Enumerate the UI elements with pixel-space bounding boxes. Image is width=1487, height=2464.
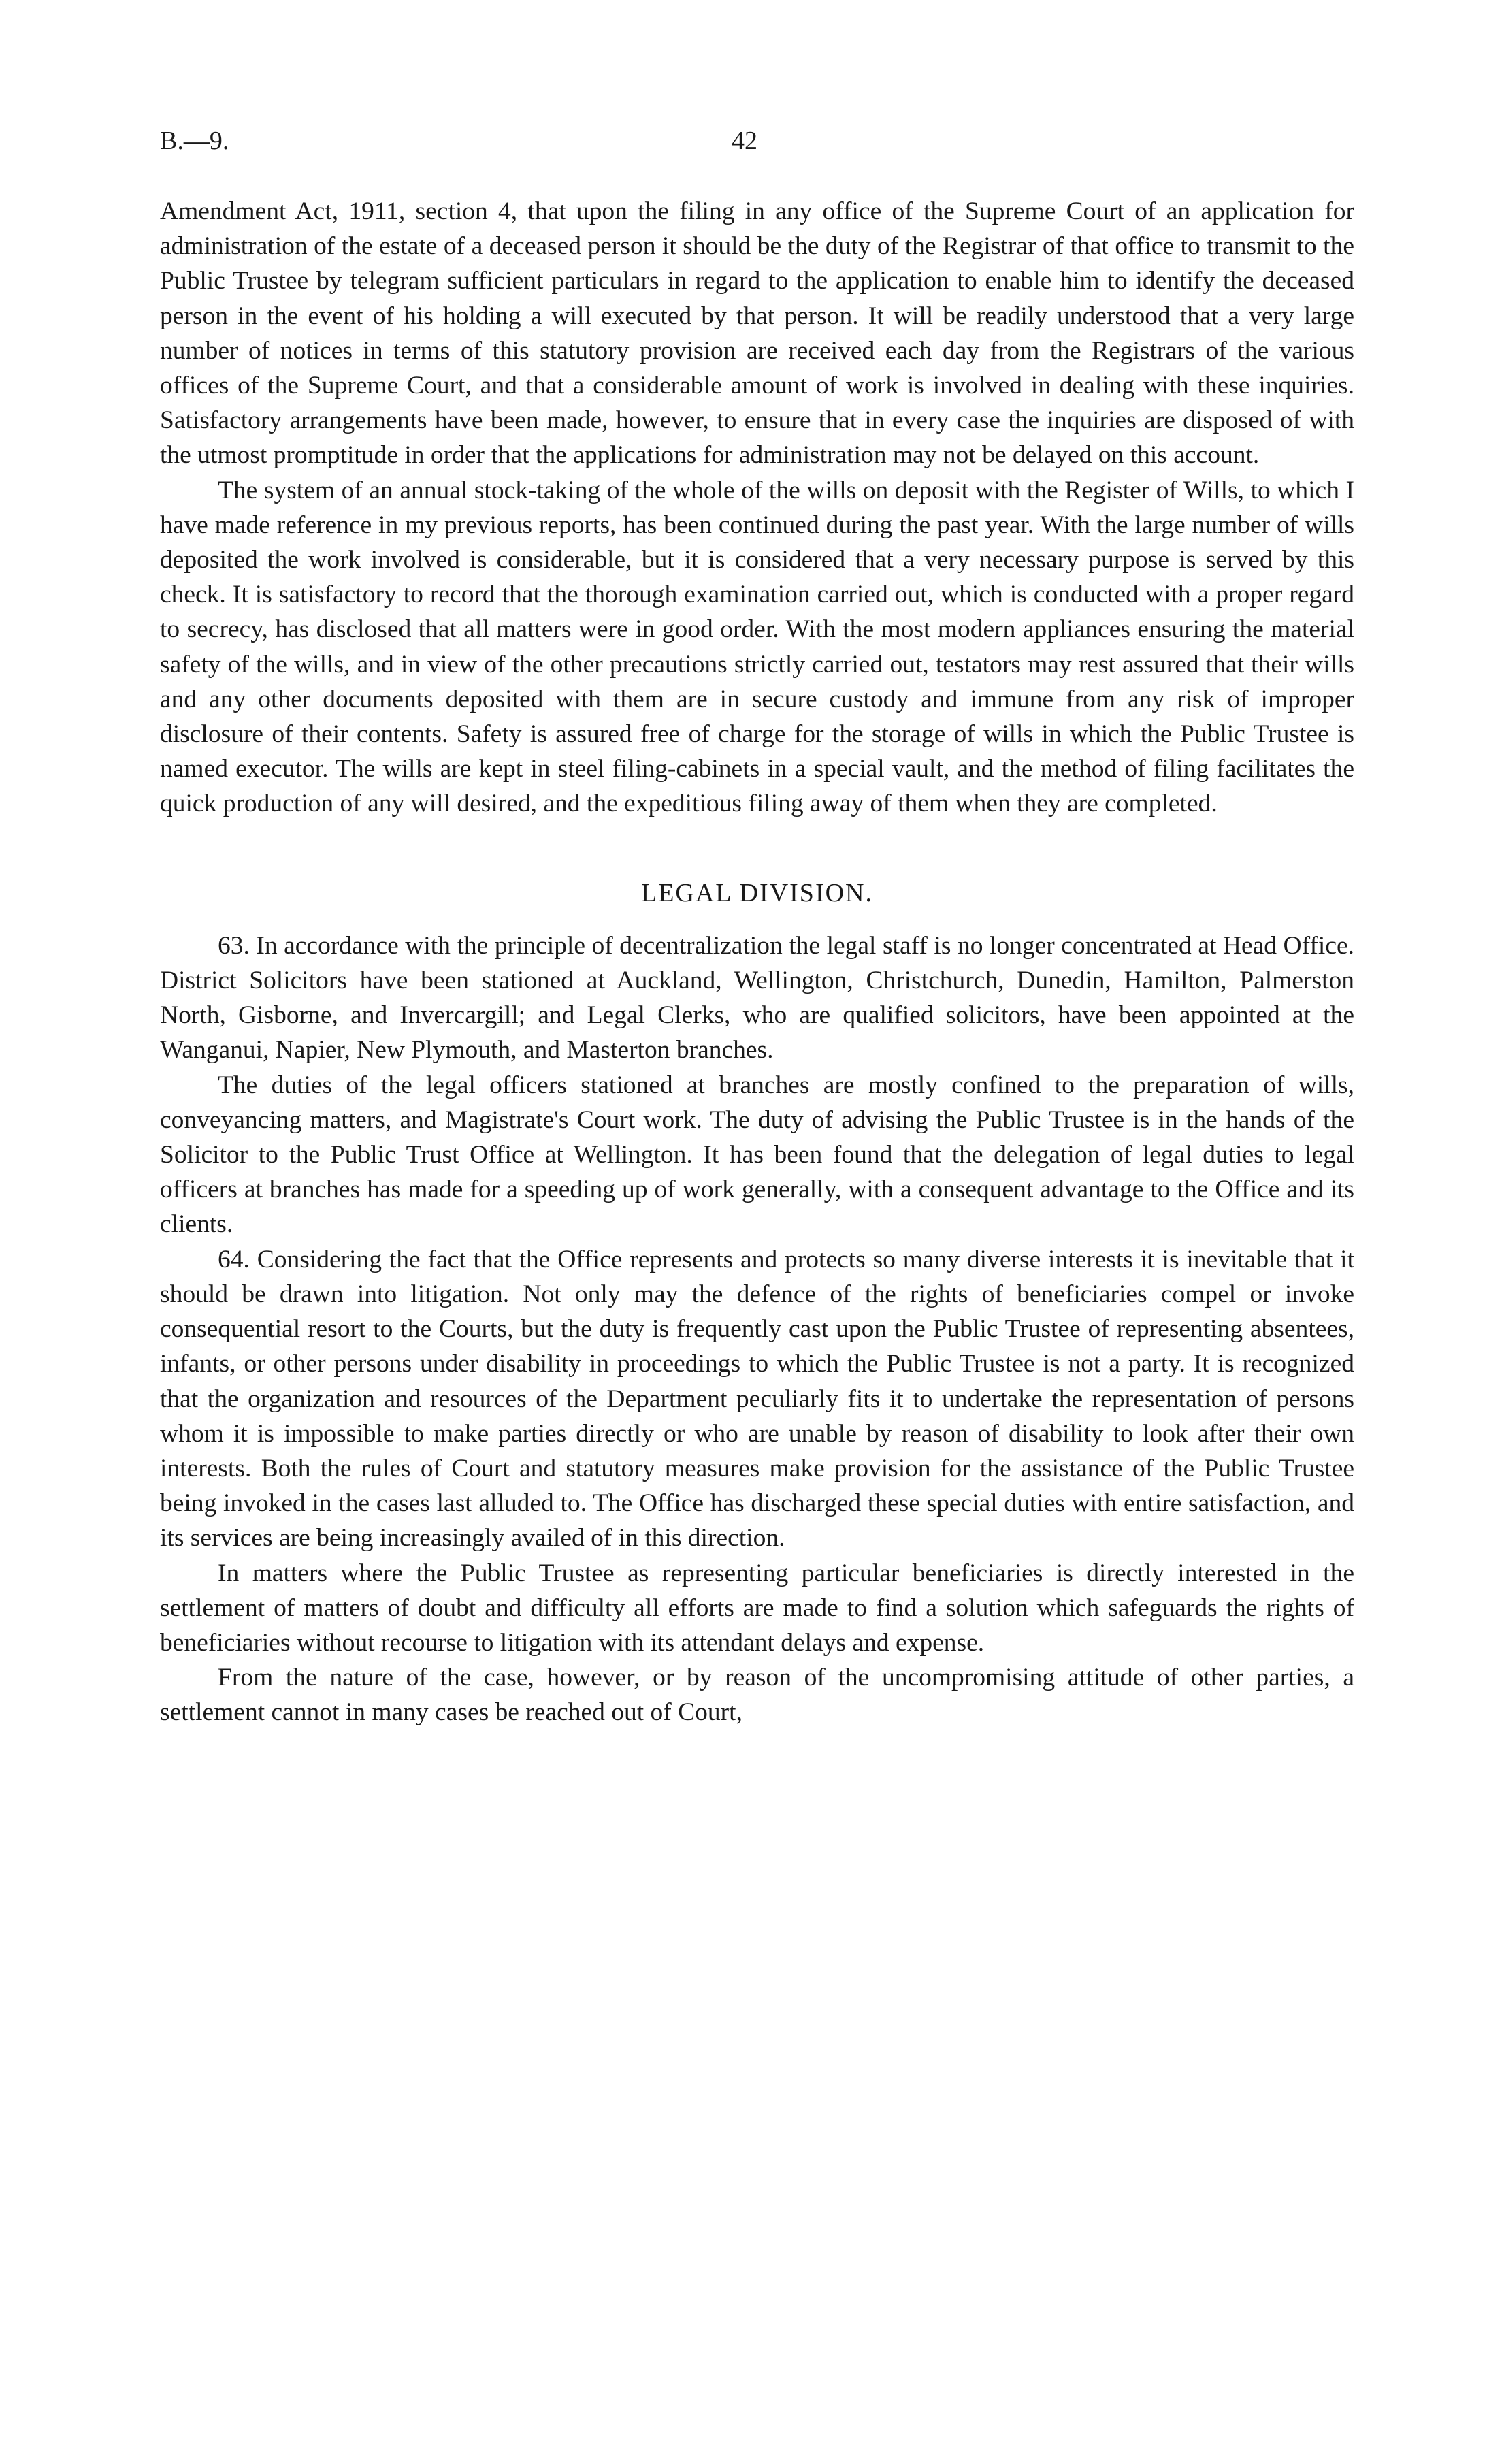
paragraph: Amendment Act, 1911, section 4, that upon the filing in any office of the Supreme Court of an application for administration of the estate of a deceased person it should be the duty of the Registrar of that office to transmit to the Public Trustee by telegram sufficient particulars in regard to the application to enable him to identify the deceased person in the event of his holding a will executed by that person. It will be readily understood that a very large number of notices in terms of this statutory provision are received each day from the Registrars of the various offices of the Supreme Court, and that a considerable amount of work is involved in dealing with these inquiries. Satisfactory arrangements have been made, however, to ensure that in every case the inquiries are disposed of with the utmost promptitude in order that the applications for administration may not be delayed on this account. [160, 197, 1354, 470]
section-heading: LEGAL DIVISION. [641, 878, 873, 907]
page-number: 42 [732, 127, 757, 155]
paragraph: 63. In accordance with the principle of decentralization the legal staff is no longer concentrated at Head Office. District Solicitors have been stationed at Auckland, Wellington, Christchurch, Dunedin, Hamilton, Palmerston North, Gisborne, and Invercargill; and Legal Clerks, who are qualified solicitors, have been appointed at the Wanganui, Napier, New Plymouth, and Masterton branches. [160, 931, 1354, 1065]
paragraph: From the nature of the case, however, or by reason of the uncompromising attitude of other parties, a settlement cannot in many cases be reached out of Court, [160, 1664, 1354, 1727]
document-reference: B.—9. [160, 127, 229, 155]
page-header [160, 126, 1354, 174]
body-text [160, 194, 1354, 1730]
paragraph: In matters where the Public Trustee as representing particular beneficiaries is directly interested in the settlement of matters of doubt and difficulty all efforts are made to find a solution which safeguards the rights of beneficiaries without recourse to litigation with its attendant delays and expense. [160, 1559, 1354, 1657]
paragraph: The duties of the legal officers stationed at branches are mostly confined to the preparation of wills, conveyancing matters, and Magistrate's Court work. The duty of advising the Public Trustee is in the hands of the Solicitor to the Public Trust Office at Wellington. It has been found that the delegation of legal duties to legal officers at branches has made for a speeding up of work generally, with a consequent advantage to the Office and its clients. [160, 1071, 1354, 1239]
paragraph: The system of an annual stock-taking of the whole of the wills on deposit with the Register of Wills, to which I have made reference in my previous reports, has been continued during the past year. With the large number of wills deposited the work involved is considerable, but it is considered that a very necessary purpose is served by this check. It is satisfactory to record that the thorough examination carried out, which is conducted with a proper regard to secrecy, has disclosed that all matters were in good order. With the most modern appliances ensuring the material safety of the wills, and in view of the other precautions strictly carried out, testators may rest assured that their wills and any other documents deposited with them are in secure custody and immune from any risk of improper disclosure of their contents. Safety is assured free of charge for the storage of wills in which the Public Trustee is named executor. The wills are kept in steel filing-cabinets in a special vault, and the method of filing facilitates the quick production of any will desired, and the expeditious filing away of them when they are completed. [160, 476, 1354, 818]
paragraph: 64. Considering the fact that the Office represents and protects so many diverse interests it is inevitable that it should be drawn into litigation. Not only may the defence of the rights of beneficiaries compel or invoke consequential resort to the Courts, but the duty is frequently cast upon the Public Trustee of representing absentees, infants, or other persons under disability in proceedings to which the Public Trustee is not a party. It is recognized that the organization and resources of the Department peculiarly fits it to undertake the representation of persons whom it is impossible to make parties directly or who are unable by reason of disability to look after their own interests. Both the rules of Court and statutory measures make provision for the assistance of the Public Trustee being invoked in the cases last alluded to. The Office has discharged these special duties with entire satisfaction, and its services are being increasingly availed of in this direction. [160, 1245, 1354, 1553]
document-page [160, 126, 1354, 1730]
